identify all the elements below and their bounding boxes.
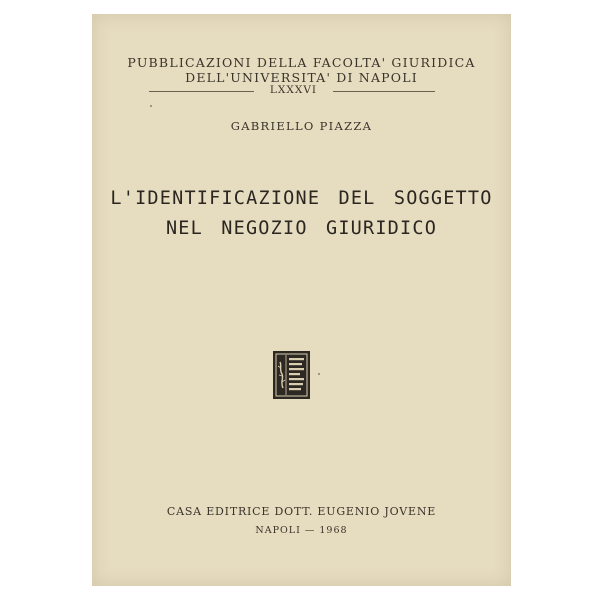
series-title-line-2: DELL'UNIVERSITA' DI NAPOLI	[185, 70, 418, 85]
publisher-mark-icon	[274, 352, 309, 398]
place-and-year: NAPOLI — 1968	[255, 525, 348, 536]
volume-row	[92, 84, 511, 98]
paper-speck	[150, 105, 152, 107]
title-page	[92, 14, 511, 586]
series-title-line-1: PUBBLICAZIONI DELLA FACOLTA' GIURIDICA	[127, 55, 476, 70]
publisher-mark-svg	[274, 352, 309, 398]
author-name: GABRIELLO PIAZZA	[230, 119, 373, 133]
volume-number: LXXXVI	[269, 84, 318, 96]
paper-speck	[318, 373, 320, 375]
book-title-line-1: L'IDENTIFICAZIONE DEL SOGGETTO	[110, 188, 493, 209]
publisher-name: CASA EDITRICE DOTT. EUGENIO JOVENE	[166, 505, 437, 518]
right-rule	[333, 91, 435, 92]
book-title-line-2: NEL NEGOZIO GIURIDICO	[165, 218, 438, 239]
left-rule	[149, 91, 254, 92]
